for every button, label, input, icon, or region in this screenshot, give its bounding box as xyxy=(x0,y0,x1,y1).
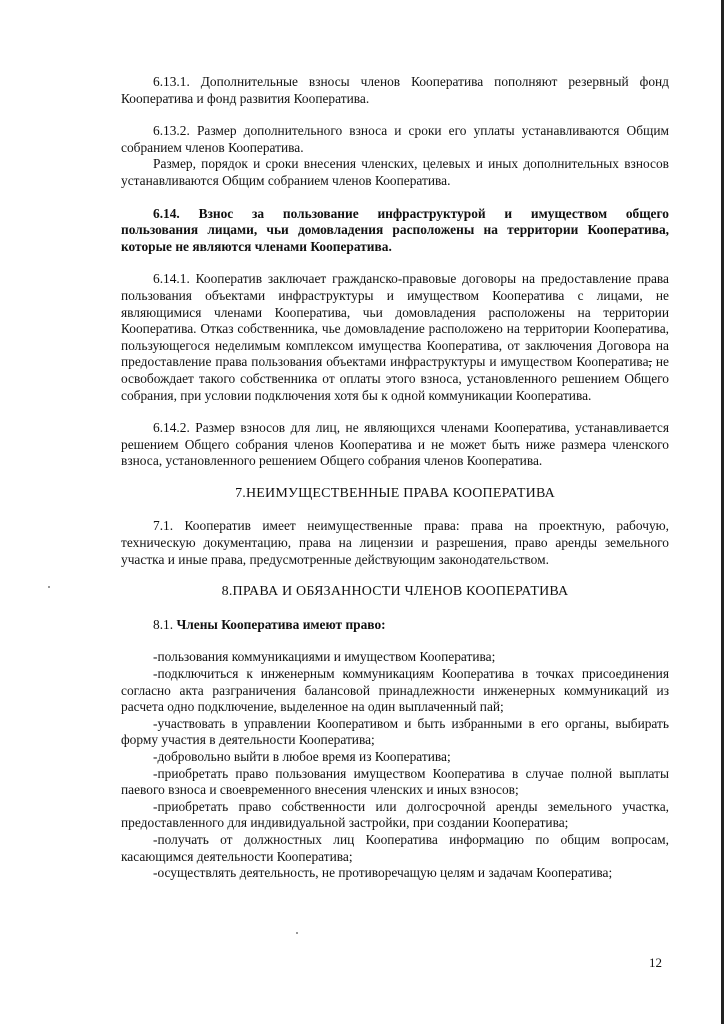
paragraph-6-14-1 xyxy=(121,271,669,404)
title-word: имуществом xyxy=(530,205,608,221)
paragraph-6-14-1-part-a: 6.14.1. Кооператив заключает гражданско-правовые договоры на предоставление права пользования объектами инфраструктуры и имуществом Кооператива с лицами, не являющимися членами Кооператива, чьи домовладения расположены на территории Кооператива. Отказ собственника, чье домовладение расположено на территории Кооператива, пользующегося неделимым комплексом имущества Кооператива, от заключения Договора на предоставление права пользования объектами инфраструктуры и имуществом Кооператива xyxy=(121,271,669,370)
section-6-14-title-rest: пользования лицами, чьи домовладения расположены на территории Кооператива, которые не являются членами Кооператива. xyxy=(121,222,669,254)
rights-list xyxy=(121,649,669,881)
list-item: -пользования коммуникациями и имуществом Кооператива; xyxy=(153,649,496,665)
paragraph-6-13-2: 6.13.2. Размер дополнительного взноса и сроки его уплаты устанавливаются Общим собранием членов Кооператива. xyxy=(121,123,669,155)
paragraph-6-13-1: 6.13.1. Дополнительные взносы членов Кооператива пополняют резервный фонд Кооператива и фонд развития Кооператива. xyxy=(121,74,669,106)
page-number: 12 xyxy=(649,955,662,970)
title-word: инфраструктурой xyxy=(377,205,486,221)
list-item: -добровольно выйти в любое время из Кооператива; xyxy=(153,749,451,764)
section-6-14-heading-line xyxy=(121,206,669,223)
list-item: -участвовать в управлении Кооперативом и быть избранными в его органы, выбирать форму участия в деятельности Кооператива; xyxy=(121,715,669,748)
title-word: пользование xyxy=(282,205,359,221)
section-8-1-number: 8.1. xyxy=(153,616,177,632)
title-word: общего xyxy=(625,205,669,221)
section-6-14-number: 6.14. xyxy=(153,205,180,221)
scan-speck xyxy=(296,932,298,934)
list-item: -подключиться к инженерным коммуникациям Кооператива в точках присоединения согласно акта разграничения балансовой принадлежности инженерных коммуникаций из расчета одно подключение, выделенное на один выплаченный пай; xyxy=(121,666,669,715)
title-word: Взнос xyxy=(198,205,234,221)
list-item: -получать от должностных лиц Кооператива информацию по общим вопросам, касающимся деятельности Кооператива; xyxy=(121,831,669,864)
paragraph-fee-order: Размер, порядок и сроки внесения членских, целевых и иных дополнительных взносов устанавливаются Общим собранием членов Кооператива. xyxy=(121,156,669,188)
section-8-1-title: Члены Кооператива имеют право: xyxy=(176,616,386,632)
paragraph-6-14-2: 6.14.2. Размер взносов для лиц, не являющихся членами Кооператива, устанавливается решением Общего собрания членов Кооператива и не может быть ниже размера членского взноса, установленного решением Общего собрания членов Кооператива. xyxy=(121,420,669,469)
list-item: -приобретать право собственности или долгосрочной аренды земельного участка, предоставленного для индивидуальной застройки, при создании Кооператива; xyxy=(121,798,669,831)
paragraph-6-14-1-part-b: не освобождает такого собственника от оплаты этого взноса, установленного решением Общего собрания, при условии подключения хотя бы к одной коммуникации Кооператива. xyxy=(121,354,669,403)
section-8-1-heading xyxy=(121,617,669,634)
paragraph-7-1: 7.1. Кооператив имеет неимущественные права: права на проектную, рабочую, техническую документацию, права на лицензии и разрешения, право аренды земельного участка и иные права, предусмотренные действующим законодательством. xyxy=(121,518,669,567)
scan-speck xyxy=(48,586,50,588)
page-content xyxy=(121,74,669,882)
title-word: и xyxy=(504,205,513,221)
title-word: за xyxy=(252,205,265,221)
list-item: -осуществлять деятельность, не противоречащую целям и задачам Кооператива; xyxy=(153,865,613,881)
list-item: -приобретать право пользования имуществом Кооператива в случае полной выплаты паевого взноса и своевременного внесения членских и иных взносов; xyxy=(121,765,669,798)
section-7-heading: 7.НЕИМУЩЕСТВЕННЫЕ ПРАВА КООПЕРАТИВА xyxy=(235,485,555,501)
struck-comma: , xyxy=(648,354,652,370)
section-8-heading: 8.ПРАВА И ОБЯЗАННОСТИ ЧЛЕНОВ КООПЕРАТИВА xyxy=(221,584,569,600)
